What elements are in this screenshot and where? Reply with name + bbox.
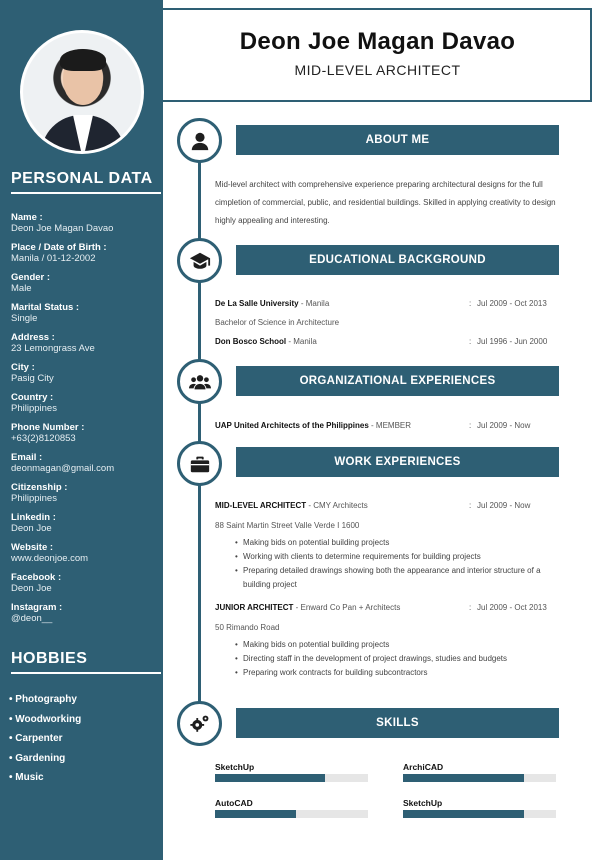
personal-item [11,512,161,542]
graduation-cap-icon [177,238,222,283]
personal-value: 23 Lemongrass Ave [11,343,95,354]
personal-value: deonmagan@gmail.com [11,463,115,474]
job-position: JUNIOR ARCHITECT [215,603,294,612]
user-icon [177,118,222,163]
avatar [23,33,141,151]
personal-value: @deon__ [11,613,53,624]
job-company: - Enward Co Pan + Architects [293,603,401,612]
skill-bar [215,810,368,818]
job-entry: MID-LEVEL ARCHITECT - CMY Architects : Jul 2009 - Now [215,501,531,510]
personal-value: Deon Joe [11,523,52,534]
briefcase-icon [177,441,222,486]
skill-name: SketchUp [403,798,443,808]
skill-fill [215,810,296,818]
organization-date: Jul 2009 - Now [477,421,531,430]
degree: Bachelor of Science in Architecture [215,318,340,327]
hobby-item: • Carpenter [9,733,63,745]
personal-value: +63(2)8120853 [11,433,76,444]
personal-value: Philippines [11,493,57,504]
organization-role: - MEMBER [368,421,412,430]
personal-item [11,242,161,272]
personal-item [11,602,161,632]
work-heading: WORK EXPERIENCES [236,447,559,477]
personal-value: Philippines [11,403,57,414]
personal-label: Place / Date of Birth : [11,242,107,253]
duty-item: • Directing staff in the development of project drawings, studies and budgets [235,652,555,666]
skill-name: SketchUp [215,762,255,772]
personal-label: Website : [11,542,54,553]
job-duties [235,536,555,592]
education-date: Jul 2009 - Oct 2013 [477,299,547,308]
organizations-heading: ORGANIZATIONAL EXPERIENCES [236,366,559,396]
personal-label: Gender : [11,272,51,283]
skill-fill [215,774,325,782]
personal-value: www.deonjoe.com [11,553,89,564]
personal-item [11,482,161,512]
personal-item [11,212,161,242]
skill-name: ArchiCAD [403,762,444,772]
full-name: Deon Joe Magan Davao [239,28,516,55]
personal-item [11,302,161,332]
hobbies-heading: HOBBIES [11,650,161,674]
personal-label: Phone Number : [11,422,85,433]
timeline-line [198,140,201,725]
organization-entry: UAP United Architects of the Philippines - MEMBER : Jul 2009 - Now [215,421,531,430]
hobbies-list [9,693,159,791]
personal-value: Deon Joe Magan Davao [11,223,114,234]
education-date: Jul 1996 - Jun 2000 [477,337,548,346]
school-location: - Manila [286,337,317,346]
personal-label: Address : [11,332,55,343]
education-heading: EDUCATIONAL BACKGROUND [236,245,559,275]
job-date: Jul 2009 - Now [477,501,531,510]
personal-data-heading: PERSONAL DATA [11,170,161,194]
personal-label: Marital Status : [11,302,80,313]
personal-item [11,332,161,362]
personal-value: Male [11,283,32,294]
school-name: De La Salle University [215,299,299,308]
personal-label: Instagram : [11,602,63,613]
hobby-item: • Photography [9,694,77,705]
personal-label: Citizenship : [11,482,68,493]
skills-heading: SKILLS [236,708,559,738]
personal-data-list [11,212,161,632]
personal-item [11,272,161,302]
about-text: Mid-level architect with comprehensive experience preparing architectural designs for the full cimpletion of commercial, public, and residential buildings. Skilled in applying creativity to design highly appealing and interesting. [215,180,556,225]
job-title: MID-LEVEL ARCHITECT [294,62,461,78]
skill-bar [403,774,556,782]
job-address: 50 Rimando Road [215,623,280,632]
duty-item: • Preparing detailed drawings showing both the appearance and interior structure of a building project [235,564,555,592]
personal-item [11,542,161,572]
personal-label: Email : [11,452,43,463]
duty-item: • Making bids on potential building projects [235,638,555,652]
job-date: Jul 2009 - Oct 2013 [477,603,547,612]
hobby-item: • Woodworking [9,713,82,725]
personal-label: Country : [11,392,54,403]
personal-value: Deon Joe [11,583,52,594]
personal-value: Manila / 01-12-2002 [11,253,96,264]
personal-item [11,422,161,452]
duty-item: • Making bids on potential building projects [235,536,555,550]
education-entry: De La Salle University - Manila : Jul 2009 - Oct 2013 [215,299,547,308]
school-name: Don Bosco School [215,337,287,346]
job-address: 88 Saint Martin Street Valle Verde I 1600 [215,521,360,530]
skill-fill [403,774,524,782]
personal-label: Facebook : [11,572,62,583]
skill-name: AutoCAD [215,798,253,808]
organization-name: UAP United Architects of the Philippines [215,421,369,430]
skill-fill [403,810,524,818]
hobby-item: • Gardening [9,752,66,764]
job-position: MID-LEVEL ARCHITECT [215,501,307,510]
job-duties [235,638,555,680]
hobby-item: • Music [9,772,44,784]
personal-item [11,572,161,602]
profile-photo [20,30,144,154]
personal-item [11,452,161,482]
personal-label: City : [11,362,35,373]
job-company: - CMY Architects [306,501,368,510]
skill-bar [215,774,368,782]
skill-bar [403,810,556,818]
sidebar [0,0,163,860]
personal-label: Name : [11,212,43,223]
gears-icon [177,701,222,746]
duty-item: • Working with clients to determine requirements for building projects [235,550,555,564]
duty-item: • Preparing work contracts for building subcontractors [235,666,555,680]
about-heading: ABOUT ME [236,125,559,155]
personal-value: Pasig City [11,373,54,384]
personal-item [11,362,161,392]
personal-item [11,392,161,422]
personal-label: Linkedin : [11,512,56,523]
personal-value: Single [11,313,38,324]
group-icon [177,359,222,404]
school-location: - Manila [298,299,330,308]
job-entry: JUNIOR ARCHITECT - Enward Co Pan + Architects : Jul 2009 - Oct 2013 [215,603,547,612]
education-entry: Don Bosco School - Manila : Jul 1996 - Jun 2000 [215,337,548,346]
